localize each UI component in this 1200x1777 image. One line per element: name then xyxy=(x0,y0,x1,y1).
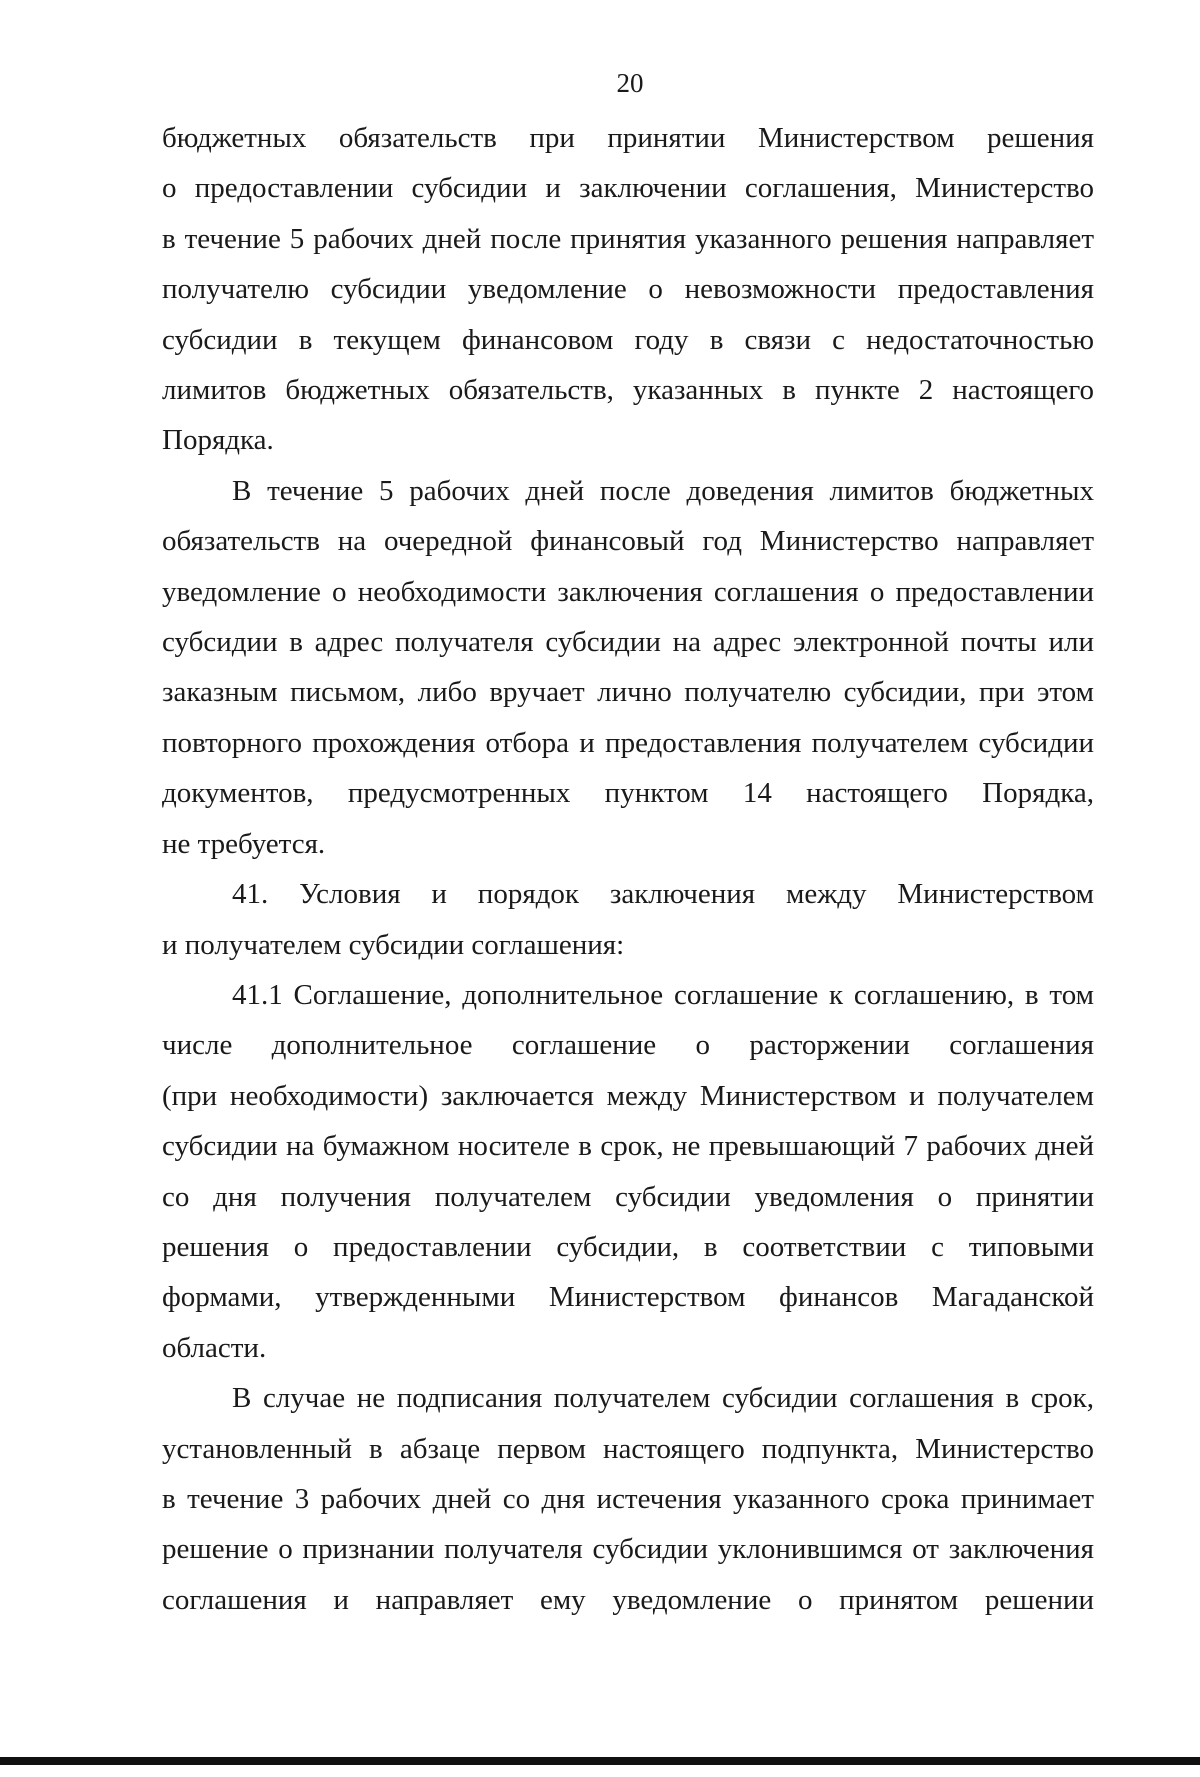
text-line: со дня получения получателем субсидии уведомления о принятии xyxy=(162,1180,1094,1213)
text-line: числе дополнительное соглашение о расторжении соглашения xyxy=(162,1029,1094,1062)
text-line: (при необходимости) заключается между Министерством и получателем xyxy=(162,1079,1094,1112)
text-line: документов, предусмотренных пунктом 14 настоящего Порядка, xyxy=(162,777,1094,810)
text-line: повторного прохождения отбора и предоставления получателем субсидии xyxy=(162,726,1094,759)
scan-edge-rule xyxy=(0,1757,1200,1765)
page-number: 20 xyxy=(616,68,644,98)
text-line: В случае не подписания получателем субсидии соглашения в срок, xyxy=(232,1382,1094,1415)
text-line: 41.1 Соглашение, дополнительное соглашение к соглашению, в том xyxy=(232,978,1094,1011)
text-line: решения о предоставлении субсидии, в соответствии с типовыми xyxy=(162,1230,1094,1263)
text-line: субсидии в текущем финансовом году в связи с недостаточностью xyxy=(162,323,1094,356)
text-line: области. xyxy=(162,1331,267,1364)
text-line: в течение 5 рабочих дней после принятия указанного решения направляет xyxy=(162,222,1094,255)
text-line: В течение 5 рабочих дней после доведения лимитов бюджетных xyxy=(232,474,1094,507)
text-line: лимитов бюджетных обязательств, указанных в пункте 2 настоящего xyxy=(162,374,1094,407)
text-line: субсидии на бумажном носителе в срок, не превышающий 7 рабочих дней xyxy=(162,1130,1094,1163)
text-line: субсидии в адрес получателя субсидии на адрес электронной почты или xyxy=(162,626,1094,659)
text-line: о предоставлении субсидии и заключении соглашения, Министерство xyxy=(162,172,1094,205)
text-line: решение о признании получателя субсидии уклонившимся от заключения xyxy=(162,1533,1094,1566)
document-body xyxy=(162,113,1094,1625)
text-line: установленный в абзаце первом настоящего подпункта, Министерство xyxy=(162,1432,1094,1465)
text-line: не требуется. xyxy=(162,827,326,860)
text-line: Порядка. xyxy=(162,424,274,457)
text-line: получателю субсидии уведомление о невозможности предоставления xyxy=(162,273,1094,306)
clause-41 xyxy=(162,869,1094,970)
paragraph-1 xyxy=(162,113,1094,466)
text-line: и получателем субсидии соглашения: xyxy=(162,928,625,961)
subclause-41-1 xyxy=(162,970,1094,1373)
text-line: формами, утвержденными Министерством финансов Магаданской xyxy=(162,1281,1094,1314)
text-line: бюджетных обязательств при принятии Министерством решения xyxy=(162,122,1094,154)
paragraph-5 xyxy=(162,1373,1094,1625)
text-line: 41. Условия и порядок заключения между Министерством xyxy=(232,878,1094,911)
text-line: в течение 3 рабочих дней со дня истечения указанного срока принимает xyxy=(162,1482,1094,1515)
text-line: заказным письмом, либо вручает лично получателю субсидии, при этом xyxy=(162,676,1094,709)
text-line: соглашения и направляет ему уведомление о принятом решении xyxy=(162,1583,1094,1616)
paragraph-2 xyxy=(162,466,1094,869)
text-line: обязательств на очередной финансовый год Министерство направляет xyxy=(162,525,1094,558)
text-line: уведомление о необходимости заключения соглашения о предоставлении xyxy=(162,575,1094,608)
